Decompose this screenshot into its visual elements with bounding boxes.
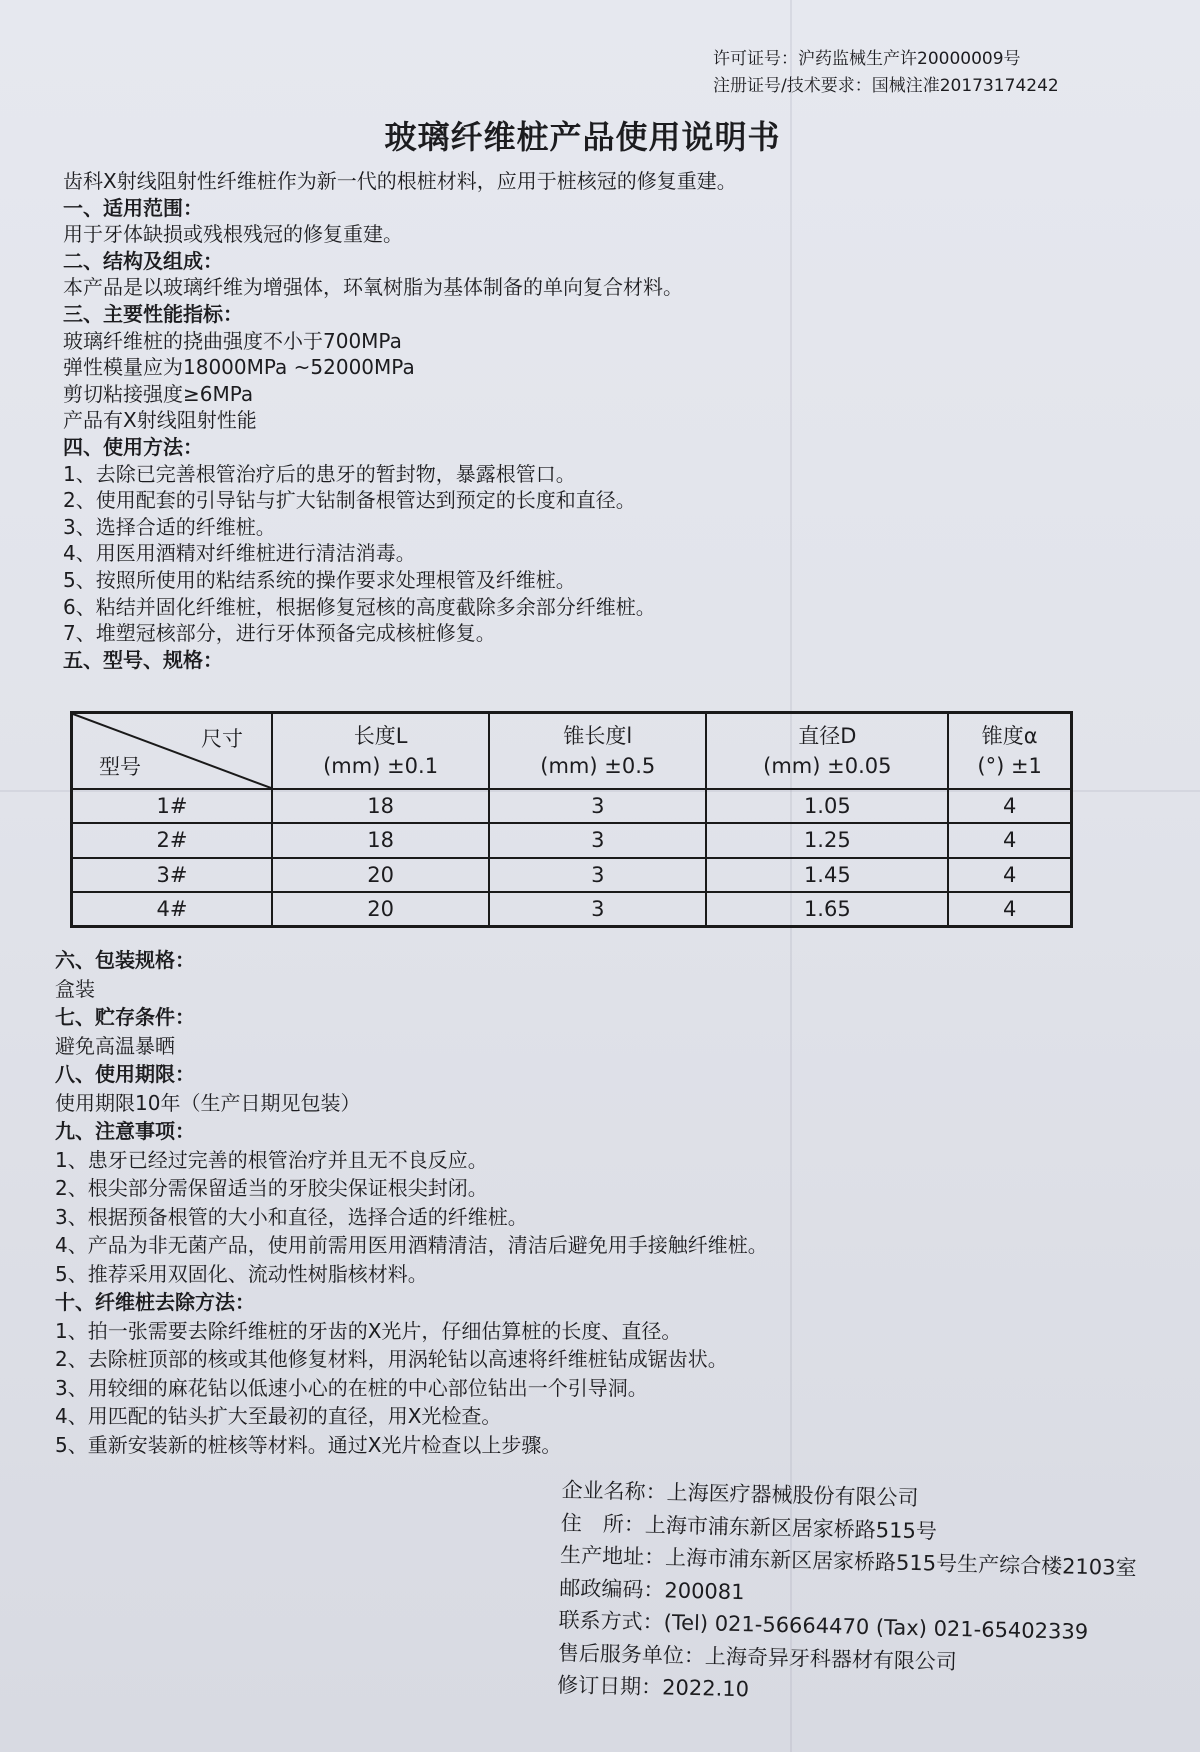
taper-length-cell: 3 — [489, 823, 706, 857]
model-cell: 2# — [73, 823, 272, 857]
usage-step: 5、按照所使用的粘结系统的操作要求处理根管及纤维桩。 — [63, 567, 576, 592]
usage-step: 6、粘结并固化纤维桩，根据修复冠核的高度截除多余部分纤维桩。 — [63, 594, 656, 619]
instructions-top — [63, 168, 1103, 673]
model-cell: 1# — [73, 789, 272, 823]
registration-number: 注册证号/技术要求：国械注准20173174242 — [713, 76, 1059, 96]
diameter-cell: 1.45 — [706, 858, 948, 892]
length-cell: 20 — [272, 892, 489, 925]
section-10-heading: 十、纤维桩去除方法： — [55, 1290, 255, 1314]
table-row — [73, 789, 1070, 823]
spec-line: 玻璃纤维桩的挠曲强度不小于700MPa — [63, 328, 402, 353]
length-cell: 20 — [272, 858, 489, 892]
usage-step: 2、使用配套的引导钻与扩大钻制备根管达到预定的长度和直径。 — [63, 488, 636, 513]
company-info — [557, 1474, 1182, 1716]
section-5-heading: 五、型号、规格： — [63, 647, 223, 672]
revision-date: 修订日期：2022.10 — [556, 1672, 750, 1702]
column-header-taper-length — [489, 714, 706, 789]
model-cell: 4# — [73, 892, 272, 925]
company-name: 企业名称：上海医疗器械股份有限公司 — [561, 1477, 919, 1511]
corner-size-label: 尺寸 — [201, 727, 243, 751]
license-number: 许可证号：沪药监械生产许20000009号 — [713, 49, 1021, 69]
taper-angle-cell: 4 — [948, 858, 1070, 892]
section-1-text: 用于牙体缺损或残根残冠的修复重建。 — [63, 222, 403, 247]
diameter-cell: 1.05 — [706, 789, 948, 823]
spec-line: 产品有X射线阻射性能 — [63, 408, 257, 433]
section-1-heading: 一、适用范围： — [63, 195, 203, 220]
section-4-heading: 四、使用方法： — [63, 434, 203, 459]
section-2-text: 本产品是以玻璃纤维为增强体，环氧树脂为基体制备的单向复合材料。 — [63, 275, 683, 300]
usage-step: 3、选择合适的纤维桩。 — [63, 514, 276, 539]
intro-text: 齿科X射线阻射性纤维桩作为新一代的根桩材料，应用于桩核冠的修复重建。 — [63, 169, 737, 193]
corner-header-cell — [73, 714, 272, 789]
spec-table — [70, 711, 1073, 928]
spec-line: 弹性模量应为18000MPa ~52000MPa — [63, 355, 415, 380]
license-block — [713, 46, 1059, 100]
spec-line: 剪切粘接强度≥6MPa — [63, 381, 254, 406]
removal-step: 1、拍一张需要去除纤维桩的牙齿的X光片，仔细估算桩的长度、直径。 — [55, 1318, 682, 1343]
taper-angle-cell: 4 — [948, 823, 1070, 857]
section-9-heading: 九、注意事项： — [55, 1119, 195, 1143]
header-name: 直径D — [798, 724, 857, 748]
table-row — [73, 823, 1070, 857]
section-6-text: 盒装 — [55, 976, 95, 1001]
production-address: 生产地址：上海市浦东新区居家桥路515号生产综合楼2103室 — [559, 1542, 1137, 1581]
taper-length-cell: 3 — [489, 892, 706, 925]
postcode: 邮政编码：200081 — [559, 1575, 745, 1604]
section-2-heading: 二、结构及组成： — [63, 248, 223, 273]
section-6-heading: 六、包装规格： — [55, 948, 195, 972]
usage-step: 4、用医用酒精对纤维桩进行清洁消毒。 — [63, 541, 416, 566]
removal-step: 3、用较细的麻花钻以低速小心的在桩的中心部位钻出一个引导洞。 — [55, 1375, 648, 1400]
taper-length-cell: 3 — [489, 858, 706, 892]
corner-model-label: 型号 — [99, 755, 141, 779]
length-cell: 18 — [272, 823, 489, 857]
length-cell: 18 — [272, 789, 489, 823]
section-8-heading: 八、使用期限： — [55, 1062, 195, 1086]
header-tolerance: (mm) ±0.5 — [540, 754, 656, 778]
column-header-taper-angle — [948, 714, 1070, 789]
column-header-length — [272, 714, 489, 789]
diameter-cell: 1.65 — [706, 892, 948, 925]
section-7-text: 避免高温暴晒 — [55, 1033, 175, 1058]
header-tolerance: (mm) ±0.1 — [323, 754, 439, 778]
precaution-item: 4、产品为非无菌产品，使用前需用医用酒精清洁，清洁后避免用手接触纤维桩。 — [55, 1233, 768, 1257]
precaution-item: 1、患牙已经过完善的根管治疗并且无不良反应。 — [55, 1147, 488, 1172]
header-name: 锥度α — [981, 724, 1038, 748]
taper-length-cell: 3 — [489, 789, 706, 823]
removal-step: 5、重新安装新的桩核等材料。通过X光片检查以上步骤。 — [55, 1432, 562, 1457]
table-row — [73, 892, 1070, 925]
precaution-item: 3、根据预备根管的大小和直径，选择合适的纤维桩。 — [55, 1204, 528, 1229]
usage-step: 1、去除已完善根管治疗后的患牙的暂封物，暴露根管口。 — [63, 461, 576, 486]
usage-step: 7、堆塑冠核部分，进行牙体预备完成核桩修复。 — [63, 621, 496, 646]
table-row — [73, 858, 1070, 892]
instructions-bottom — [55, 946, 1155, 1459]
contact-info: 联系方式：(Tel) 021-56664470 (Tax) 021-65402339 — [558, 1607, 1089, 1644]
document-title: 玻璃纤维桩产品使用说明书 — [384, 118, 781, 156]
company-address: 住 所：上海市浦东新区居家桥路515号 — [560, 1510, 938, 1544]
header-name: 锥长度l — [563, 724, 633, 748]
diameter-cell: 1.25 — [706, 823, 948, 857]
precaution-item: 5、推荐采用双固化、流动性树脂核材料。 — [55, 1261, 428, 1286]
taper-angle-cell: 4 — [948, 892, 1070, 925]
precaution-item: 2、根尖部分需保留适当的牙胶尖保证根尖封闭。 — [55, 1176, 488, 1200]
section-8-text: 使用期限10年（生产日期见包装） — [55, 1090, 361, 1115]
header-tolerance: (mm) ±0.05 — [763, 754, 892, 778]
header-tolerance: (°) ±1 — [977, 754, 1042, 778]
model-cell: 3# — [73, 858, 272, 892]
column-header-diameter — [706, 714, 948, 789]
after-sales-service: 售后服务单位：上海奇异牙科器材有限公司 — [557, 1640, 958, 1674]
section-7-heading: 七、贮存条件： — [55, 1005, 195, 1029]
table-header-row — [73, 714, 1070, 789]
header-name: 长度L — [353, 724, 408, 748]
section-3-heading: 三、主要性能指标： — [63, 301, 243, 326]
removal-step: 2、去除桩顶部的核或其他修复材料，用涡轮钻以高速将纤维桩钻成锯齿状。 — [55, 1347, 728, 1371]
removal-step: 4、用匹配的钻头扩大至最初的直径，用X光检查。 — [55, 1404, 502, 1428]
taper-angle-cell: 4 — [948, 789, 1070, 823]
